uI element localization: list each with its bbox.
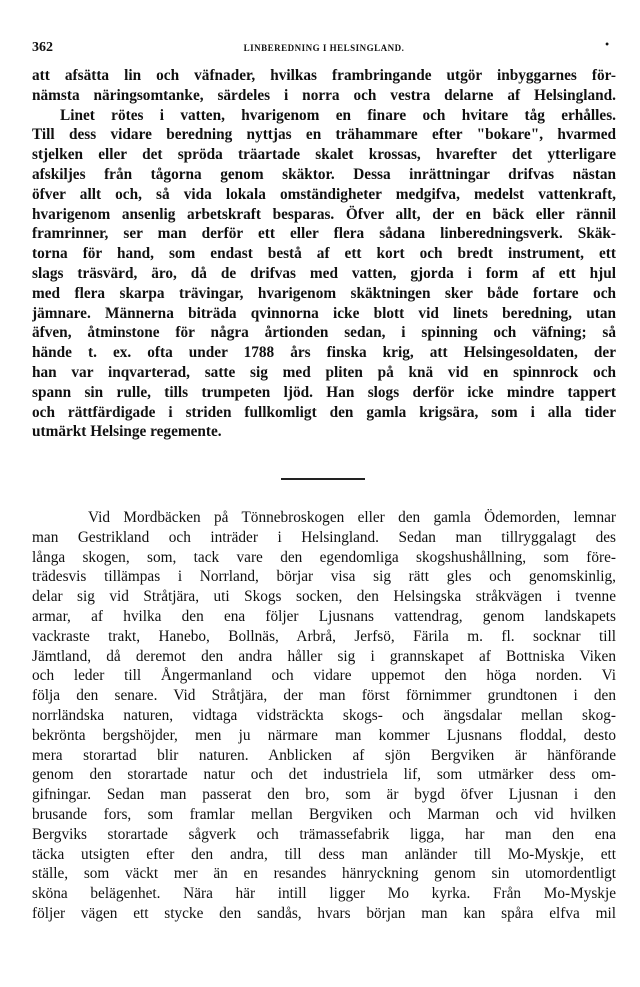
text-line: utmärkt Helsinge regemente.: [32, 423, 222, 441]
text-line: bekrönta bergshöjder, men ju närmare man kommer Ljusnans floddal, desto: [32, 726, 616, 744]
text-line: Linet rötes i vatten, hvarigenom en finare och hvitare tåg erhålles.: [60, 106, 616, 124]
text-line: med flera skarpa trävingar, hvarigenom skäktningen sker både fortare och: [32, 284, 616, 302]
text-line: täcka utsigten efter den andra, till dess man anländer till Mo-Myskje, ett: [32, 845, 616, 863]
text-line: gifningar. Sedan man passerat den bro, som är bygd öfver Ljusnan i den: [32, 786, 616, 804]
paragraph-linen-processing: [32, 66, 616, 442]
text-line: framrinner, ser man derför ett eller flera sådana linberedningsverk. Skäk-: [32, 225, 616, 243]
text-line: öfver allt och, så vida lokala omständigheter medgifva, medelst vattenkraft,: [32, 185, 616, 203]
text-line: delar sig vid Stråtjära, uti Skogs socken, den Helsingska stråkvägen i tvenne: [32, 588, 616, 606]
text-line: han var inqvarterad, satte sig med pliten på knä vid en spinnrock och: [32, 363, 616, 381]
text-line: norrländska naturen, vidtaga vidsträckta skogs- och ängsdalar mellan skog-: [32, 706, 616, 724]
text-line: långa skogen, som, tack vare den egendomliga skogshushållning, som före-: [32, 548, 616, 566]
text-line: och leder till Ångermanland och vidare uppemot den höga norden. Vi: [32, 667, 616, 685]
text-line: vackraste trakt, Hanebo, Bollnäs, Arbrå, Jerfsö, Färila m. fl. socknar till: [32, 627, 616, 645]
text-line: nämsta näringsomtanke, särdeles i norra och vestra delarne af Helsingland.: [32, 86, 616, 104]
text-line: spann sin rulle, tills trumpeten ljöd. Han slogs derför icke mindre tappert: [32, 383, 616, 401]
text-line: genom den storartade natur och det industriela lif, som utmärker dess om-: [32, 766, 616, 784]
page-number: 362: [32, 40, 53, 55]
text-line: brusande fors, som framlar mellan Bergviken och Marman och vid hvilken: [32, 805, 616, 823]
corner-mark: •: [604, 40, 610, 51]
text-line: Till dess vidare beredning nyttjas en trähammare efter "bokare", hvarmed: [32, 126, 616, 144]
text-line: ställe, som väckt mer än en resandes hänryckning genom sin utomordentligt: [32, 865, 616, 883]
text-line: och rättfärdigade i striden fullkomligt den gamla krigsära, som i alla tider: [32, 403, 616, 421]
text-line: slags träsvärd, äro, då de drifvas med vatten, gjorda i form af ett hjul: [32, 264, 616, 282]
text-line: torna för hand, som endast bestå af ett kort och bredt instrument, ett: [32, 245, 616, 263]
text-line: Jämtland, då deremot den andra håller sig i grannskapet af Bottniska Viken: [32, 647, 616, 665]
text-line: sköna belägenhet. Nära här intill ligger Mo kyrka. Från Mo-Myskje: [32, 885, 616, 903]
running-head: LINBEREDNING I HELSINGLAND.: [243, 43, 405, 53]
paragraph-route-description: [32, 508, 616, 924]
text-line: man Gestrikland och inträder i Helsingland. Sedan man tillryggalagt des: [32, 528, 616, 546]
text-line: Bergviks storartade sågverk och trämassefabrik ligga, har man den ena: [32, 825, 616, 843]
text-line: följa den senare. Vid Stråtjära, der man först förnimmer grundtonen i den: [32, 687, 616, 705]
text-line: hände t. ex. ofta under 1788 års finska krig, att Helsingesoldaten, der: [32, 344, 616, 362]
text-line: mera storartad blir naturen. Anblicken af sjön Bergviken är hänförande: [32, 746, 616, 764]
text-line: äfven, åtminstone för några årtionden sedan, i spinning och väfning; så: [32, 324, 616, 342]
text-line: trädesvis tillämpas i Norrland, börjar visa sig rätt gles och genomskinlig,: [32, 568, 616, 586]
text-line: armar, af hvilka den ena följer Ljusnans vattendrag, genom landskapets: [32, 607, 616, 625]
text-line: Vid Mordbäcken på Tönnebroskogen eller den gamla Ödemorden, lemnar: [88, 509, 616, 526]
section-divider: [281, 478, 365, 480]
text-line: afskiljes från tågorna genom skäktor. Dessa inrättningar drifvas nästan: [32, 165, 616, 183]
page-header: [32, 40, 616, 60]
text-line: hvarigenom ansenlig arbetskraft besparas. Öfver allt, der en bäck eller rännil: [32, 205, 616, 223]
text-line: följer vägen ett stycke den sandås, hvars början man kan spåra elfva mil: [32, 904, 616, 922]
text-line: att afsätta lin och väfnader, hvilkas frambringande utgör inbyggarnes för-: [32, 67, 616, 84]
text-line: jämnare. Männerna biträda qvinnorna icke blott vid linets beredning, utan: [32, 304, 616, 322]
text-line: stjelken eller det spröda träartade skalet krossas, hvarefter det ytterligare: [32, 146, 616, 164]
